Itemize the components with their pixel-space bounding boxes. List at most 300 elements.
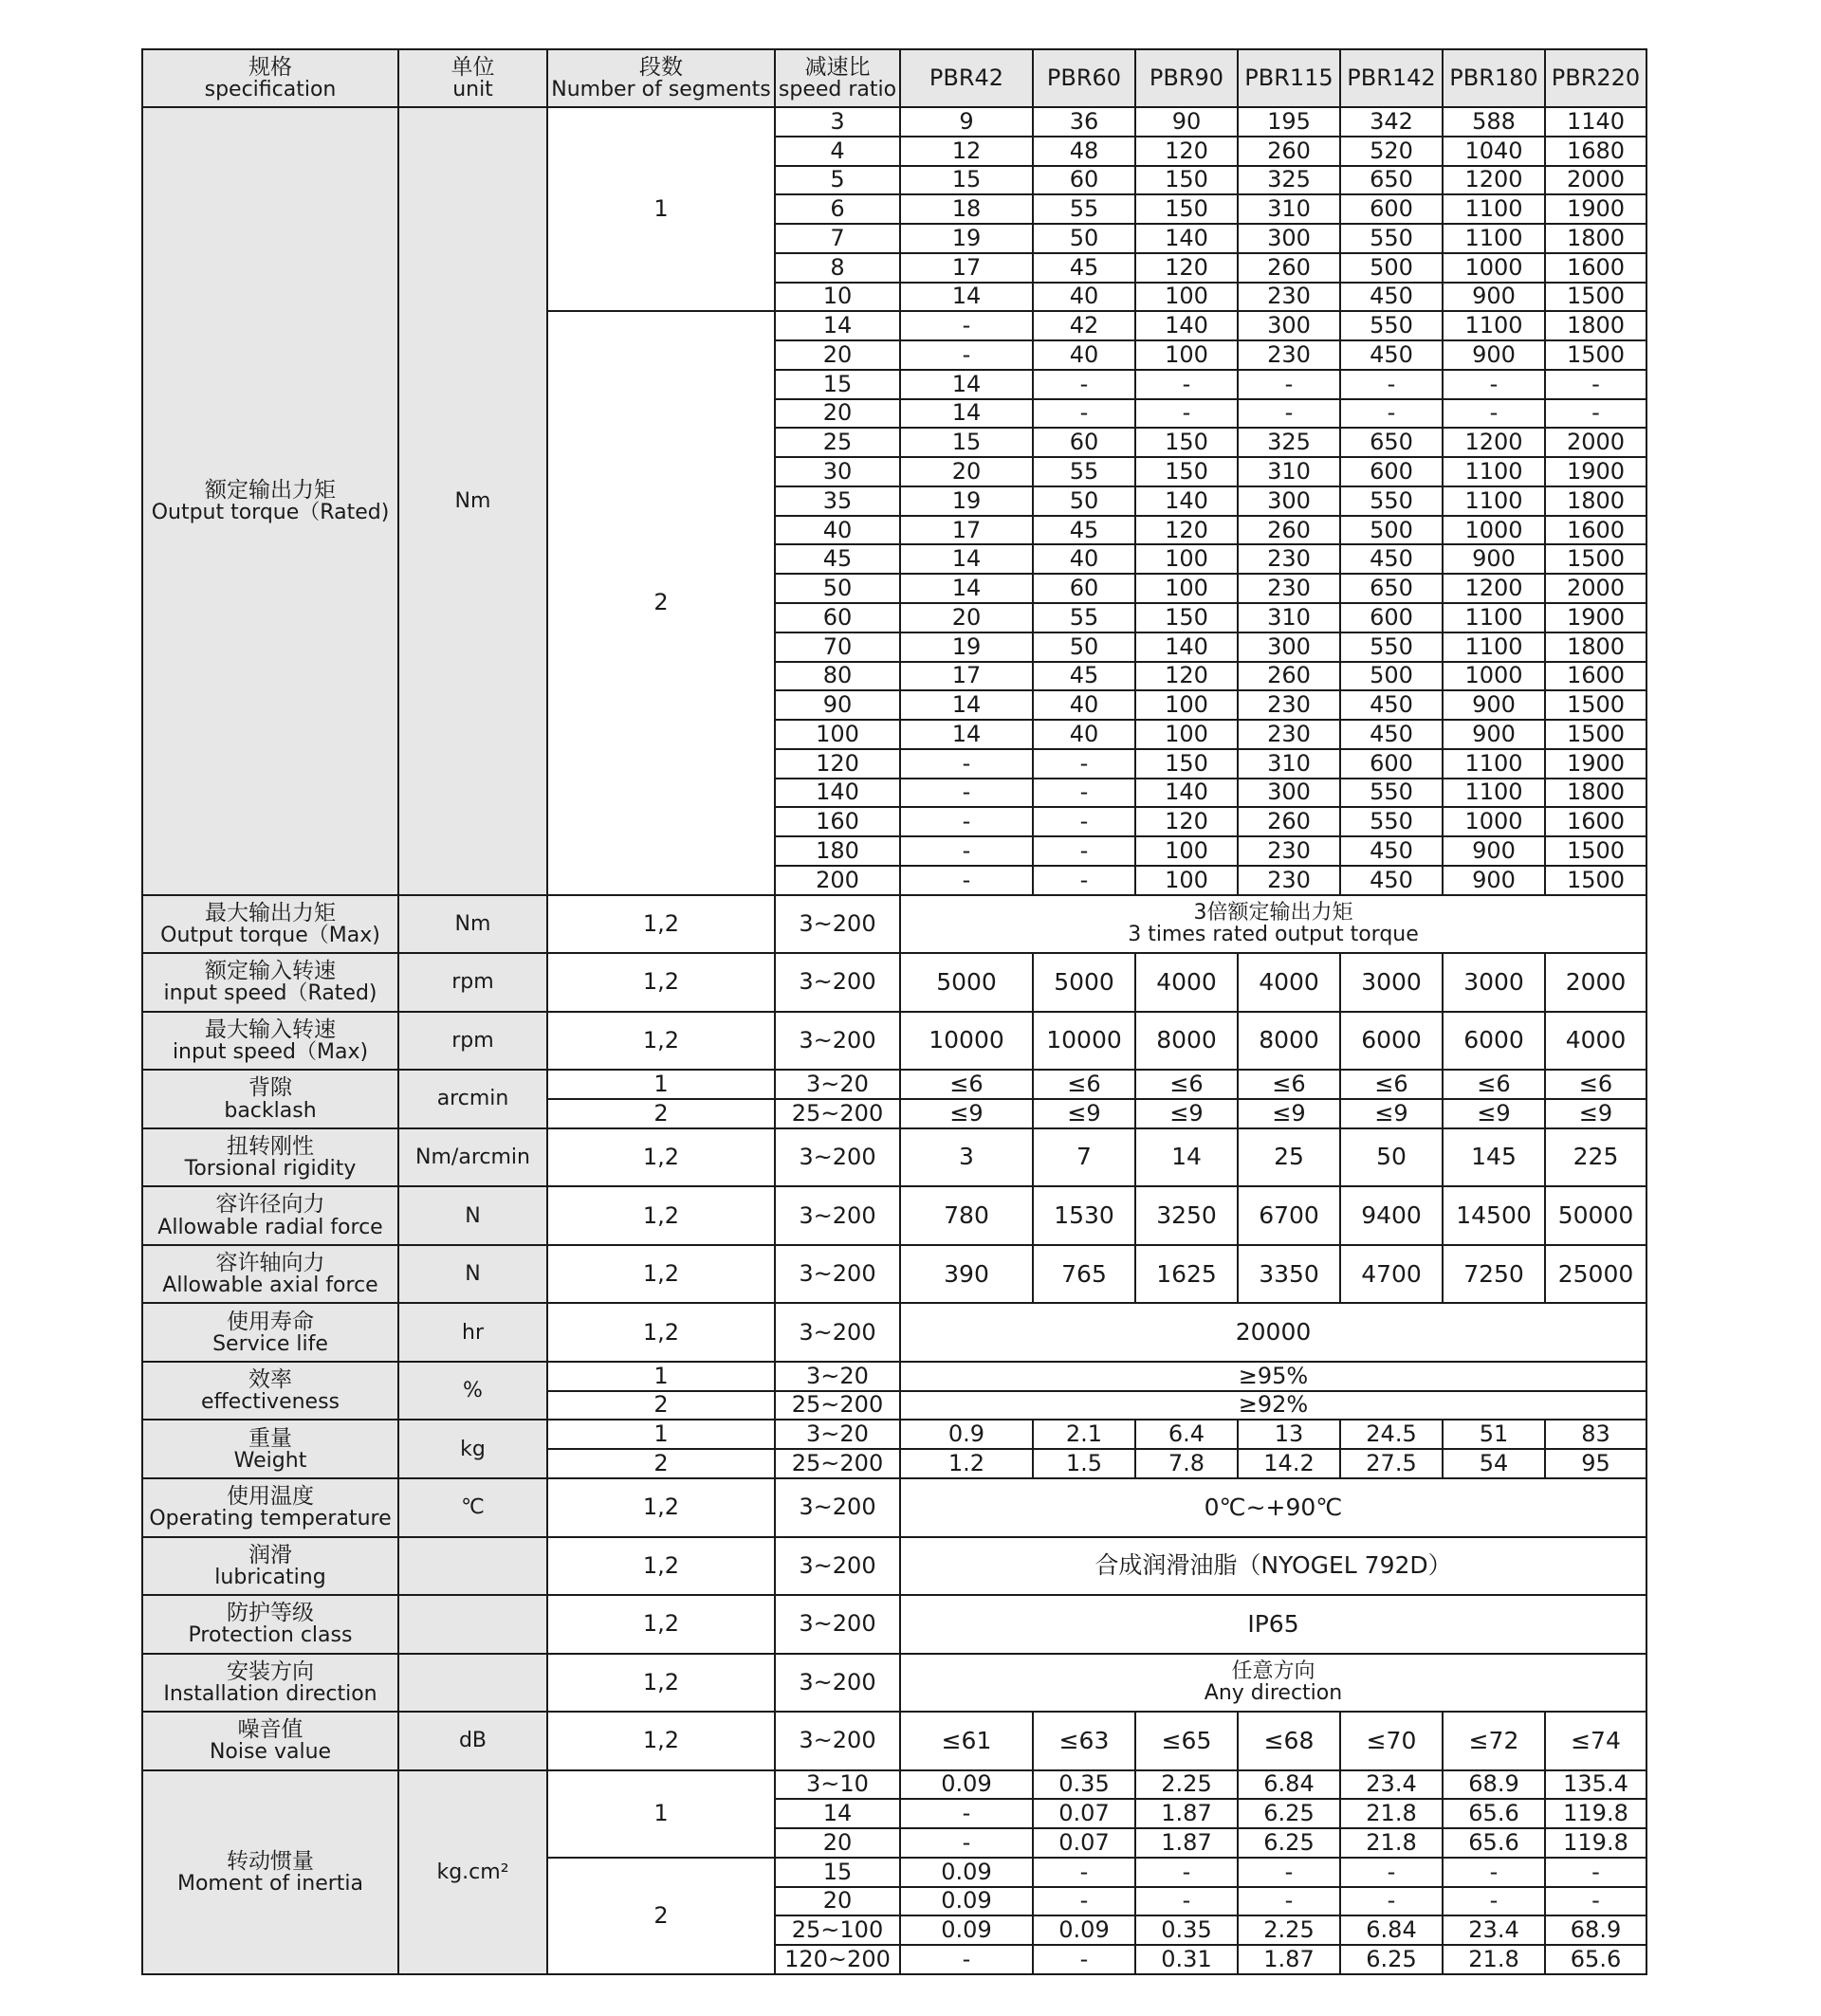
stage-cell: 2 bbox=[547, 1449, 775, 1478]
table-row bbox=[142, 1712, 1646, 1770]
value-cell: 7 bbox=[1033, 1128, 1135, 1187]
value-cell: - bbox=[900, 836, 1033, 866]
value-cell: 450 bbox=[1340, 340, 1443, 370]
value-cell: 1100 bbox=[1443, 632, 1545, 662]
ratio-cell: 3~200 bbox=[775, 1128, 900, 1187]
merged-value-cell-en: Any direction bbox=[1204, 1681, 1343, 1706]
unit-cell: ℃ bbox=[398, 1478, 547, 1537]
unit-cell: Nm bbox=[398, 107, 547, 895]
stage-cell: 1 bbox=[547, 1362, 775, 1391]
value-cell: 14500 bbox=[1443, 1186, 1545, 1245]
value-cell: ≤9 bbox=[1135, 1099, 1238, 1128]
header-model: PBR115 bbox=[1238, 49, 1340, 107]
spec-label-zh: 防护等级 bbox=[227, 1601, 314, 1626]
value-cell: - bbox=[1033, 836, 1135, 866]
ratio-cell: 25~200 bbox=[775, 1449, 900, 1478]
value-cell: 1900 bbox=[1545, 457, 1646, 486]
header-model: PBR142 bbox=[1340, 49, 1443, 107]
value-cell: 450 bbox=[1340, 866, 1443, 895]
value-cell: 260 bbox=[1238, 253, 1340, 283]
value-cell: 1140 bbox=[1545, 107, 1646, 137]
value-cell: 1800 bbox=[1545, 779, 1646, 808]
value-cell: 24.5 bbox=[1340, 1420, 1443, 1449]
spec-label bbox=[142, 1770, 398, 1974]
value-cell: 100 bbox=[1135, 690, 1238, 720]
value-cell: 650 bbox=[1340, 574, 1443, 603]
value-cell: 9 bbox=[900, 107, 1033, 137]
value-cell: - bbox=[900, 807, 1033, 836]
value-cell: 6.84 bbox=[1238, 1770, 1340, 1800]
value-cell: 60 bbox=[1033, 166, 1135, 195]
value-cell: 1100 bbox=[1443, 224, 1545, 253]
value-cell: 1800 bbox=[1545, 311, 1646, 340]
value-cell: 8000 bbox=[1135, 1012, 1238, 1071]
table-row bbox=[142, 1128, 1646, 1187]
value-cell: 1600 bbox=[1545, 807, 1646, 836]
table-row bbox=[142, 1770, 1646, 1800]
value-cell: 650 bbox=[1340, 428, 1443, 457]
value-cell: 650 bbox=[1340, 166, 1443, 195]
ratio-cell: 25~100 bbox=[775, 1915, 900, 1945]
value-cell: - bbox=[1033, 866, 1135, 895]
stage-cell: 1,2 bbox=[547, 1654, 775, 1713]
value-cell: ≤9 bbox=[1033, 1099, 1135, 1128]
ratio-cell: 3~200 bbox=[775, 953, 900, 1012]
spec-label-en: input speed（Max) bbox=[172, 1040, 369, 1065]
spec-label bbox=[142, 1595, 398, 1654]
merged-value-cell: ≥92% bbox=[900, 1391, 1646, 1420]
merged-value-cell: ≥95% bbox=[900, 1362, 1646, 1391]
spec-label-en: Protection class bbox=[188, 1623, 353, 1648]
value-cell: 0.09 bbox=[900, 1887, 1033, 1916]
table-row bbox=[142, 1537, 1646, 1596]
value-cell: - bbox=[1033, 1858, 1135, 1887]
ratio-cell: 120 bbox=[775, 749, 900, 779]
spec-label-en: Output torque（Max) bbox=[160, 923, 380, 947]
ratio-cell: 160 bbox=[775, 807, 900, 836]
value-cell: 3000 bbox=[1443, 953, 1545, 1012]
value-cell: 100 bbox=[1135, 574, 1238, 603]
spec-label bbox=[142, 1070, 398, 1128]
value-cell: 1040 bbox=[1443, 137, 1545, 166]
value-cell: 1900 bbox=[1545, 749, 1646, 779]
value-cell: 6.84 bbox=[1340, 1915, 1443, 1945]
value-cell: 65.6 bbox=[1545, 1945, 1646, 1974]
unit-cell: arcmin bbox=[398, 1070, 547, 1128]
value-cell: 1.87 bbox=[1238, 1945, 1340, 1974]
value-cell: 2.1 bbox=[1033, 1420, 1135, 1449]
ratio-cell: 3~200 bbox=[775, 895, 900, 954]
value-cell: 120 bbox=[1135, 807, 1238, 836]
unit-cell: rpm bbox=[398, 953, 547, 1012]
value-cell: 310 bbox=[1238, 457, 1340, 486]
table-row bbox=[142, 1478, 1646, 1537]
spec-label-zh: 润滑 bbox=[248, 1542, 292, 1567]
value-cell: 1530 bbox=[1033, 1186, 1135, 1245]
unit-cell: % bbox=[398, 1362, 547, 1420]
ratio-cell: 50 bbox=[775, 574, 900, 603]
merged-value-cell: 0℃~+90℃ bbox=[900, 1478, 1646, 1537]
value-cell: 500 bbox=[1340, 516, 1443, 545]
value-cell: 14 bbox=[900, 399, 1033, 429]
spec-label-zh: 使用温度 bbox=[227, 1484, 314, 1510]
table-row bbox=[142, 895, 1646, 954]
value-cell: - bbox=[1340, 399, 1443, 429]
unit-cell: dB bbox=[398, 1712, 547, 1770]
value-cell: 19 bbox=[900, 632, 1033, 662]
value-cell: 225 bbox=[1545, 1128, 1646, 1187]
value-cell: 230 bbox=[1238, 340, 1340, 370]
value-cell: 900 bbox=[1443, 836, 1545, 866]
value-cell: 230 bbox=[1238, 283, 1340, 312]
value-cell: 1.2 bbox=[900, 1449, 1033, 1478]
spec-label-en: Allowable radial force bbox=[157, 1215, 383, 1239]
value-cell: 1680 bbox=[1545, 137, 1646, 166]
value-cell: 25 bbox=[1238, 1128, 1340, 1187]
value-cell: 119.8 bbox=[1545, 1799, 1646, 1828]
value-cell: 55 bbox=[1033, 194, 1135, 224]
ratio-cell: 3~200 bbox=[775, 1012, 900, 1071]
value-cell: 2000 bbox=[1545, 953, 1646, 1012]
value-cell: 1100 bbox=[1443, 311, 1545, 340]
value-cell: 6.25 bbox=[1238, 1799, 1340, 1828]
value-cell: 19 bbox=[900, 486, 1033, 516]
value-cell: 4000 bbox=[1135, 953, 1238, 1012]
value-cell: 6700 bbox=[1238, 1186, 1340, 1245]
value-cell: 19 bbox=[900, 224, 1033, 253]
ratio-cell: 14 bbox=[775, 311, 900, 340]
merged-value-cell: IP65 bbox=[900, 1595, 1646, 1654]
value-cell: - bbox=[1033, 807, 1135, 836]
spec-label bbox=[142, 107, 398, 895]
value-cell: 50 bbox=[1033, 632, 1135, 662]
value-cell: - bbox=[1545, 370, 1646, 399]
value-cell: 140 bbox=[1135, 224, 1238, 253]
value-cell: 68.9 bbox=[1545, 1915, 1646, 1945]
value-cell: 60 bbox=[1033, 428, 1135, 457]
value-cell: - bbox=[1238, 399, 1340, 429]
value-cell: 25000 bbox=[1545, 1245, 1646, 1304]
value-cell: 6.4 bbox=[1135, 1420, 1238, 1449]
ratio-cell: 120~200 bbox=[775, 1945, 900, 1974]
value-cell: 10000 bbox=[900, 1012, 1033, 1071]
value-cell: 230 bbox=[1238, 836, 1340, 866]
value-cell: 8000 bbox=[1238, 1012, 1340, 1071]
value-cell: 90 bbox=[1135, 107, 1238, 137]
value-cell: - bbox=[1033, 749, 1135, 779]
value-cell: 0.07 bbox=[1033, 1799, 1135, 1828]
header-unit: 单位 unit bbox=[398, 49, 547, 107]
value-cell: 230 bbox=[1238, 866, 1340, 895]
value-cell: 14 bbox=[900, 370, 1033, 399]
value-cell: 1500 bbox=[1545, 720, 1646, 749]
value-cell: 600 bbox=[1340, 603, 1443, 632]
value-cell: - bbox=[1135, 1858, 1238, 1887]
value-cell: 10000 bbox=[1033, 1012, 1135, 1071]
spec-label-en: Moment of inertia bbox=[176, 1871, 364, 1896]
value-cell: 150 bbox=[1135, 603, 1238, 632]
value-cell: 600 bbox=[1340, 457, 1443, 486]
ratio-cell: 30 bbox=[775, 457, 900, 486]
value-cell: 17 bbox=[900, 516, 1033, 545]
value-cell: 51 bbox=[1443, 1420, 1545, 1449]
ratio-cell: 6 bbox=[775, 194, 900, 224]
stage-cell: 2 bbox=[547, 311, 775, 894]
spec-label-en: Noise value bbox=[209, 1740, 332, 1765]
value-cell: - bbox=[1033, 779, 1135, 808]
value-cell: ≤70 bbox=[1340, 1712, 1443, 1770]
value-cell: 500 bbox=[1340, 253, 1443, 283]
spec-label bbox=[142, 1478, 398, 1537]
value-cell: ≤9 bbox=[1340, 1099, 1443, 1128]
spec-label bbox=[142, 1245, 398, 1304]
unit-cell: kg bbox=[398, 1420, 547, 1478]
value-cell: - bbox=[1033, 399, 1135, 429]
value-cell: 20 bbox=[900, 457, 1033, 486]
value-cell: 1.87 bbox=[1135, 1799, 1238, 1828]
ratio-cell: 60 bbox=[775, 603, 900, 632]
value-cell: 230 bbox=[1238, 544, 1340, 574]
value-cell: ≤6 bbox=[1443, 1070, 1545, 1099]
value-cell: 40 bbox=[1033, 720, 1135, 749]
unit-cell bbox=[398, 1595, 547, 1654]
value-cell: 4000 bbox=[1238, 953, 1340, 1012]
value-cell: 42 bbox=[1033, 311, 1135, 340]
value-cell: 1200 bbox=[1443, 574, 1545, 603]
value-cell: 1600 bbox=[1545, 253, 1646, 283]
value-cell: 100 bbox=[1135, 720, 1238, 749]
value-cell: 900 bbox=[1443, 544, 1545, 574]
value-cell: 0.35 bbox=[1135, 1915, 1238, 1945]
unit-cell: Nm bbox=[398, 895, 547, 954]
value-cell: ≤9 bbox=[1545, 1099, 1646, 1128]
value-cell: 0.09 bbox=[900, 1915, 1033, 1945]
value-cell: - bbox=[900, 340, 1033, 370]
stage-cell: 2 bbox=[547, 1391, 775, 1420]
value-cell: 15 bbox=[900, 166, 1033, 195]
value-cell: 135.4 bbox=[1545, 1770, 1646, 1800]
ratio-cell: 40 bbox=[775, 516, 900, 545]
value-cell: 3 bbox=[900, 1128, 1033, 1187]
spec-label bbox=[142, 1537, 398, 1596]
value-cell: 230 bbox=[1238, 720, 1340, 749]
stage-cell: 1,2 bbox=[547, 1712, 775, 1770]
value-cell: 54 bbox=[1443, 1449, 1545, 1478]
ratio-cell: 3~20 bbox=[775, 1362, 900, 1391]
value-cell: 13 bbox=[1238, 1420, 1340, 1449]
value-cell: 4000 bbox=[1545, 1012, 1646, 1071]
value-cell: 1500 bbox=[1545, 283, 1646, 312]
unit-cell bbox=[398, 1537, 547, 1596]
value-cell: 2000 bbox=[1545, 574, 1646, 603]
value-cell: - bbox=[1238, 1887, 1340, 1916]
value-cell: 310 bbox=[1238, 749, 1340, 779]
value-cell: ≤6 bbox=[1238, 1070, 1340, 1099]
value-cell: 1800 bbox=[1545, 632, 1646, 662]
value-cell: 83 bbox=[1545, 1420, 1646, 1449]
header-model: PBR90 bbox=[1135, 49, 1238, 107]
value-cell: 1000 bbox=[1443, 662, 1545, 691]
spec-label-zh: 额定输入转速 bbox=[205, 959, 336, 984]
spec-label-en: effectiveness bbox=[200, 1390, 340, 1415]
spec-label bbox=[142, 1654, 398, 1713]
value-cell: ≤6 bbox=[1135, 1070, 1238, 1099]
table-row bbox=[142, 953, 1646, 1012]
header-model: PBR42 bbox=[900, 49, 1033, 107]
merged-value-cell: 20000 bbox=[900, 1303, 1646, 1362]
stage-cell: 1,2 bbox=[547, 1186, 775, 1245]
spec-label-zh: 扭转刚性 bbox=[227, 1133, 314, 1159]
value-cell: - bbox=[1443, 1887, 1545, 1916]
unit-cell: N bbox=[398, 1186, 547, 1245]
merged-value-cell bbox=[900, 895, 1646, 954]
spec-label-zh: 容许径向力 bbox=[215, 1192, 325, 1218]
value-cell: 140 bbox=[1135, 311, 1238, 340]
value-cell: 14 bbox=[900, 690, 1033, 720]
spec-label-zh: 重量 bbox=[248, 1425, 292, 1451]
value-cell: 450 bbox=[1340, 836, 1443, 866]
ratio-cell: 3~200 bbox=[775, 1303, 900, 1362]
value-cell: 12 bbox=[900, 137, 1033, 166]
value-cell: 21.8 bbox=[1340, 1828, 1443, 1858]
value-cell: 300 bbox=[1238, 224, 1340, 253]
unit-cell: Nm/arcmin bbox=[398, 1128, 547, 1187]
spec-label bbox=[142, 1712, 398, 1770]
value-cell: 342 bbox=[1340, 107, 1443, 137]
table-row bbox=[142, 1012, 1646, 1071]
spec-label-en: Allowable axial force bbox=[162, 1274, 378, 1298]
value-cell: 1800 bbox=[1545, 486, 1646, 516]
value-cell: 27.5 bbox=[1340, 1449, 1443, 1478]
value-cell: 17 bbox=[900, 662, 1033, 691]
value-cell: 50 bbox=[1033, 224, 1135, 253]
value-cell: 900 bbox=[1443, 340, 1545, 370]
value-cell: 450 bbox=[1340, 283, 1443, 312]
value-cell: 14 bbox=[900, 720, 1033, 749]
value-cell: - bbox=[1545, 1887, 1646, 1916]
value-cell: 1500 bbox=[1545, 544, 1646, 574]
value-cell: - bbox=[900, 866, 1033, 895]
value-cell: 260 bbox=[1238, 807, 1340, 836]
value-cell: 50 bbox=[1340, 1128, 1443, 1187]
stage-cell: 1,2 bbox=[547, 1478, 775, 1537]
value-cell: 40 bbox=[1033, 283, 1135, 312]
value-cell: 65.6 bbox=[1443, 1828, 1545, 1858]
stage-cell: 2 bbox=[547, 1099, 775, 1128]
ratio-cell: 70 bbox=[775, 632, 900, 662]
value-cell: ≤9 bbox=[1443, 1099, 1545, 1128]
spec-label-zh: 安装方向 bbox=[227, 1659, 314, 1684]
value-cell: ≤9 bbox=[1238, 1099, 1340, 1128]
value-cell: 1500 bbox=[1545, 836, 1646, 866]
value-cell: 6000 bbox=[1340, 1012, 1443, 1071]
value-cell: 600 bbox=[1340, 194, 1443, 224]
value-cell: 550 bbox=[1340, 311, 1443, 340]
value-cell: 100 bbox=[1135, 544, 1238, 574]
value-cell: 1800 bbox=[1545, 224, 1646, 253]
value-cell: - bbox=[1033, 1887, 1135, 1916]
value-cell: 100 bbox=[1135, 283, 1238, 312]
stage-cell: 1 bbox=[547, 1770, 775, 1858]
value-cell: - bbox=[1443, 1858, 1545, 1887]
ratio-cell: 20 bbox=[775, 1887, 900, 1916]
spec-label-zh: 使用寿命 bbox=[227, 1309, 314, 1334]
ratio-cell: 3~200 bbox=[775, 1654, 900, 1713]
value-cell: 14 bbox=[1135, 1128, 1238, 1187]
spec-label bbox=[142, 1128, 398, 1187]
value-cell: 1100 bbox=[1443, 486, 1545, 516]
value-cell: 300 bbox=[1238, 632, 1340, 662]
ratio-cell: 4 bbox=[775, 137, 900, 166]
value-cell: 100 bbox=[1135, 340, 1238, 370]
value-cell: 18 bbox=[900, 194, 1033, 224]
ratio-cell: 140 bbox=[775, 779, 900, 808]
header-model: PBR180 bbox=[1443, 49, 1545, 107]
value-cell: 1900 bbox=[1545, 603, 1646, 632]
ratio-cell: 20 bbox=[775, 340, 900, 370]
value-cell: - bbox=[1238, 1858, 1340, 1887]
value-cell: 1500 bbox=[1545, 690, 1646, 720]
spec-label-en: Installation direction bbox=[163, 1681, 377, 1706]
spec-label-en: backlash bbox=[224, 1098, 317, 1123]
value-cell: 120 bbox=[1135, 253, 1238, 283]
spec-label-zh: 容许轴向力 bbox=[215, 1251, 325, 1275]
value-cell: 260 bbox=[1238, 662, 1340, 691]
ratio-cell: 3~200 bbox=[775, 1537, 900, 1596]
ratio-cell: 25~200 bbox=[775, 1391, 900, 1420]
value-cell: 300 bbox=[1238, 779, 1340, 808]
value-cell: 765 bbox=[1033, 1245, 1135, 1304]
value-cell: 2000 bbox=[1545, 166, 1646, 195]
ratio-cell: 5 bbox=[775, 166, 900, 195]
ratio-cell: 7 bbox=[775, 224, 900, 253]
value-cell: 3350 bbox=[1238, 1245, 1340, 1304]
table-row bbox=[142, 1245, 1646, 1304]
value-cell: 1100 bbox=[1443, 779, 1545, 808]
ratio-cell: 3~200 bbox=[775, 1595, 900, 1654]
spec-label bbox=[142, 1420, 398, 1478]
value-cell: 900 bbox=[1443, 720, 1545, 749]
value-cell: 17 bbox=[900, 253, 1033, 283]
value-cell: - bbox=[1443, 370, 1545, 399]
value-cell: 325 bbox=[1238, 166, 1340, 195]
value-cell: 45 bbox=[1033, 516, 1135, 545]
value-cell: 1500 bbox=[1545, 340, 1646, 370]
stage-cell: 1 bbox=[547, 1420, 775, 1449]
value-cell: 1000 bbox=[1443, 516, 1545, 545]
value-cell: 36 bbox=[1033, 107, 1135, 137]
stage-cell: 1,2 bbox=[547, 953, 775, 1012]
value-cell: 7.8 bbox=[1135, 1449, 1238, 1478]
spec-label-en: input speed（Rated) bbox=[163, 981, 377, 1006]
value-cell: 900 bbox=[1443, 866, 1545, 895]
ratio-cell: 25 bbox=[775, 428, 900, 457]
value-cell: ≤9 bbox=[900, 1099, 1033, 1128]
value-cell: 900 bbox=[1443, 283, 1545, 312]
header-ratio: 减速比 speed ratio bbox=[775, 49, 900, 107]
value-cell: 550 bbox=[1340, 807, 1443, 836]
value-cell: 55 bbox=[1033, 457, 1135, 486]
ratio-cell: 20 bbox=[775, 399, 900, 429]
ratio-cell: 180 bbox=[775, 836, 900, 866]
value-cell: 2000 bbox=[1545, 428, 1646, 457]
value-cell: 21.8 bbox=[1443, 1945, 1545, 1974]
value-cell: - bbox=[900, 311, 1033, 340]
value-cell: 1100 bbox=[1443, 457, 1545, 486]
value-cell: 100 bbox=[1135, 866, 1238, 895]
value-cell: ≤74 bbox=[1545, 1712, 1646, 1770]
value-cell: 150 bbox=[1135, 428, 1238, 457]
